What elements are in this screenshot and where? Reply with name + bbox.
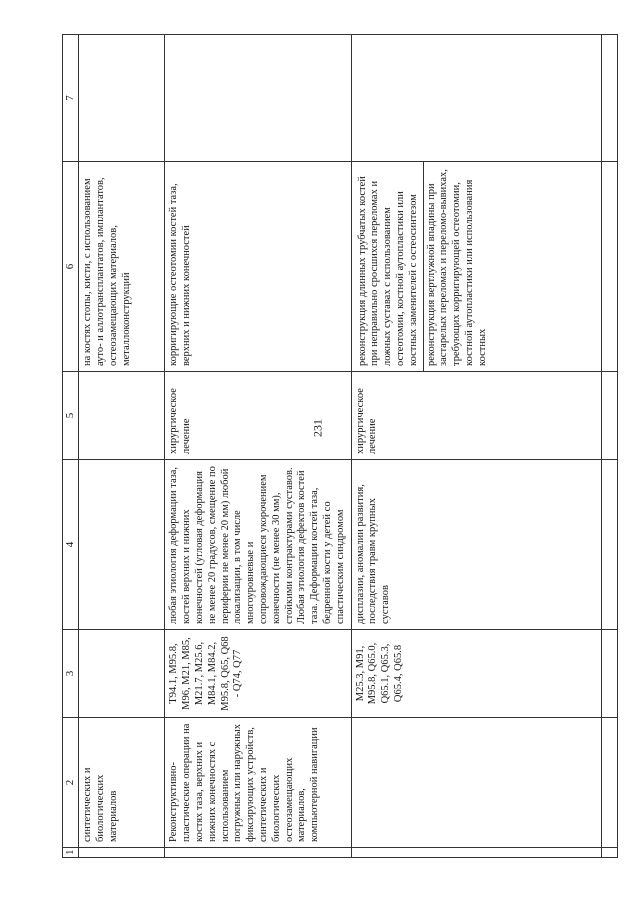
cell-method: корригирующие остеотомии костей таза, верхних и нижних конечностей — [165, 162, 351, 372]
cell-icd-codes: T94.1, M95.8, M96, M21, M85, M21.7, M25.6, M84.1, M84.2, M95.8, Q65, Q68 - Q74, Q77 — [165, 630, 351, 718]
header-col-2: 2 — [63, 718, 79, 848]
header-row — [63, 35, 79, 858]
cell-extra — [351, 35, 617, 162]
rotated-table-container — [62, 34, 602, 858]
medical-procedures-table — [62, 34, 618, 858]
cell-method: реконструкция вертлужной впадины при застарелых переломах и переломо-вывихах, требующих корригирующей остеотомии, костной аутопластики или использования костных — [423, 162, 492, 371]
cell-method: на костях стопы, кисти, с использованием ауто- и аллотрансплантатов, имплантатов, остеозамещающих материалов, металлоконструкций — [79, 162, 165, 372]
cell-procedure-name: синтетических и биологических материалов — [79, 718, 165, 848]
header-col-7: 7 — [63, 35, 79, 162]
table-row — [165, 35, 351, 858]
page-number: 231 — [310, 419, 325, 437]
cell-diagnosis: любая этиология деформации таза, костей верхних и нижних конечностей (угловая деформация не менее 20 градусов, смещение по периферии не менее 20 мм) любой локализации, в том числе многоуровневые и сопровождающиеся укорочением конечности (не менее 30 мм), стойкими контрактурами суставов. Любая этиология дефектов костей таза. Деформации костей таза, бедренной кости у детей со спастическим синдромом — [165, 460, 351, 630]
cell-extra — [79, 35, 165, 162]
cell-diagnosis — [79, 460, 165, 630]
header-col-4: 4 — [63, 460, 79, 630]
cell-treatment-type: хирургическое лечение — [165, 372, 351, 460]
cell-method: реконструкция длинных трубчатых костей при неправильно сросшихся переломах и ложных суставах с использованием остеотомии, костной аутопластики или костных заменителей с остеосинтезом — [356, 176, 419, 366]
cell-treatment-type: хирургическое лечение — [351, 372, 617, 460]
cell-diagnosis: дисплазии, аномалии развития, последствия травм крупных суставов — [351, 460, 617, 630]
cell-icd-codes: M25.3, M91, M95.8, Q65.0, Q65.1, Q65.3, Q65.4, Q65.8 — [351, 630, 617, 718]
cell-treatment-type — [79, 372, 165, 460]
table-row — [79, 35, 165, 858]
cell-number — [351, 848, 617, 858]
cell-icd-codes — [79, 630, 165, 718]
header-col-3: 3 — [63, 630, 79, 718]
header-col-5: 5 — [63, 372, 79, 460]
cell-extra — [165, 35, 351, 162]
table-row — [351, 35, 617, 858]
cell-number — [79, 848, 165, 858]
cell-number — [165, 848, 351, 858]
cell-procedure-name: Реконструктивно-пластические операции на костях таза, верхних и нижних конечностях с использованием погружных или наружных фиксирующих устройств, синтетических и биологических остеозамещающих материалов, компьютерной навигации — [165, 718, 351, 848]
header-col-1: 1 — [63, 848, 79, 858]
header-col-6: 6 — [63, 162, 79, 372]
cell-procedure-name — [351, 718, 617, 848]
cell-method-group — [351, 162, 617, 372]
